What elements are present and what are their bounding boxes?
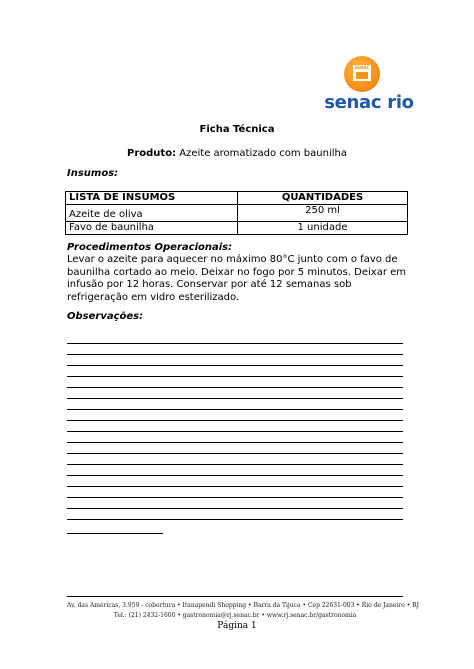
procedimentos-heading: Procedimentos Operacionais:	[67, 242, 233, 253]
table-row	[66, 205, 408, 222]
insumos-heading: Insumos:	[67, 168, 119, 179]
writing-line	[67, 409, 403, 410]
document-title: Ficha Técnica	[199, 124, 275, 135]
table-header-row	[66, 192, 408, 205]
writing-line	[67, 343, 403, 344]
product-line	[0, 148, 474, 159]
insumos-table	[65, 191, 408, 235]
writing-line	[67, 387, 403, 388]
writing-line	[67, 354, 403, 355]
writing-line	[67, 365, 403, 366]
column-header-lista: LISTA DE INSUMOS	[66, 192, 238, 205]
table-row	[66, 222, 408, 235]
writing-line	[67, 497, 403, 498]
writing-line	[67, 398, 403, 399]
observacoes-heading: Observações:	[67, 311, 144, 322]
procedimentos-text: Levar o azeite para aquecer no máximo 80°C junto com o favo de baunilha cortado ao meio. Deixar no fogo por 5 minutos. Deixar em infusão por 12 horas. Conservar por até 12 semanas sob refrigeração em vidro esterilizado.	[67, 254, 407, 303]
logo-badge-bar	[356, 72, 368, 79]
writing-line	[67, 508, 403, 509]
logo-badge	[353, 65, 371, 81]
writing-line	[67, 442, 403, 443]
footer-contact: Tel.: (21) 2432-1600 • gastronomia@rj.senac.br • www.rj.senac.br/gastronomia	[113, 612, 357, 619]
table-cell-item: Azeite de oliva	[66, 205, 238, 222]
writing-line	[67, 475, 403, 476]
writing-line	[67, 486, 403, 487]
writing-line	[67, 431, 403, 432]
writing-line	[67, 453, 403, 454]
product-value: Azeite aromatizado com baunilha	[179, 148, 347, 159]
writing-line-short	[67, 533, 163, 534]
logo-name: senac rio	[324, 92, 414, 113]
table-cell-quantity: 250 ml	[238, 205, 408, 222]
table-cell-item: Favo de baunilha	[66, 222, 238, 235]
writing-line	[67, 420, 403, 421]
product-label: Produto:	[127, 148, 177, 159]
table-cell-quantity: 1 unidade	[238, 222, 408, 235]
writing-line	[67, 519, 403, 520]
logo-badge-text: SENAC	[354, 65, 370, 70]
senac-rio-logo	[318, 56, 420, 113]
column-header-quantidades: QUANTIDADES	[238, 192, 408, 205]
page-number: Página 1	[217, 621, 257, 631]
writing-line	[67, 464, 403, 465]
footer-address: Av. das Américas, 3.959 - cobertura • Itanapendi Shopping • Barra da Tijuca • Cep 22631-003 • Rio de Janeiro • RJ	[67, 602, 420, 609]
footer-divider	[67, 596, 403, 597]
writing-line	[67, 376, 403, 377]
